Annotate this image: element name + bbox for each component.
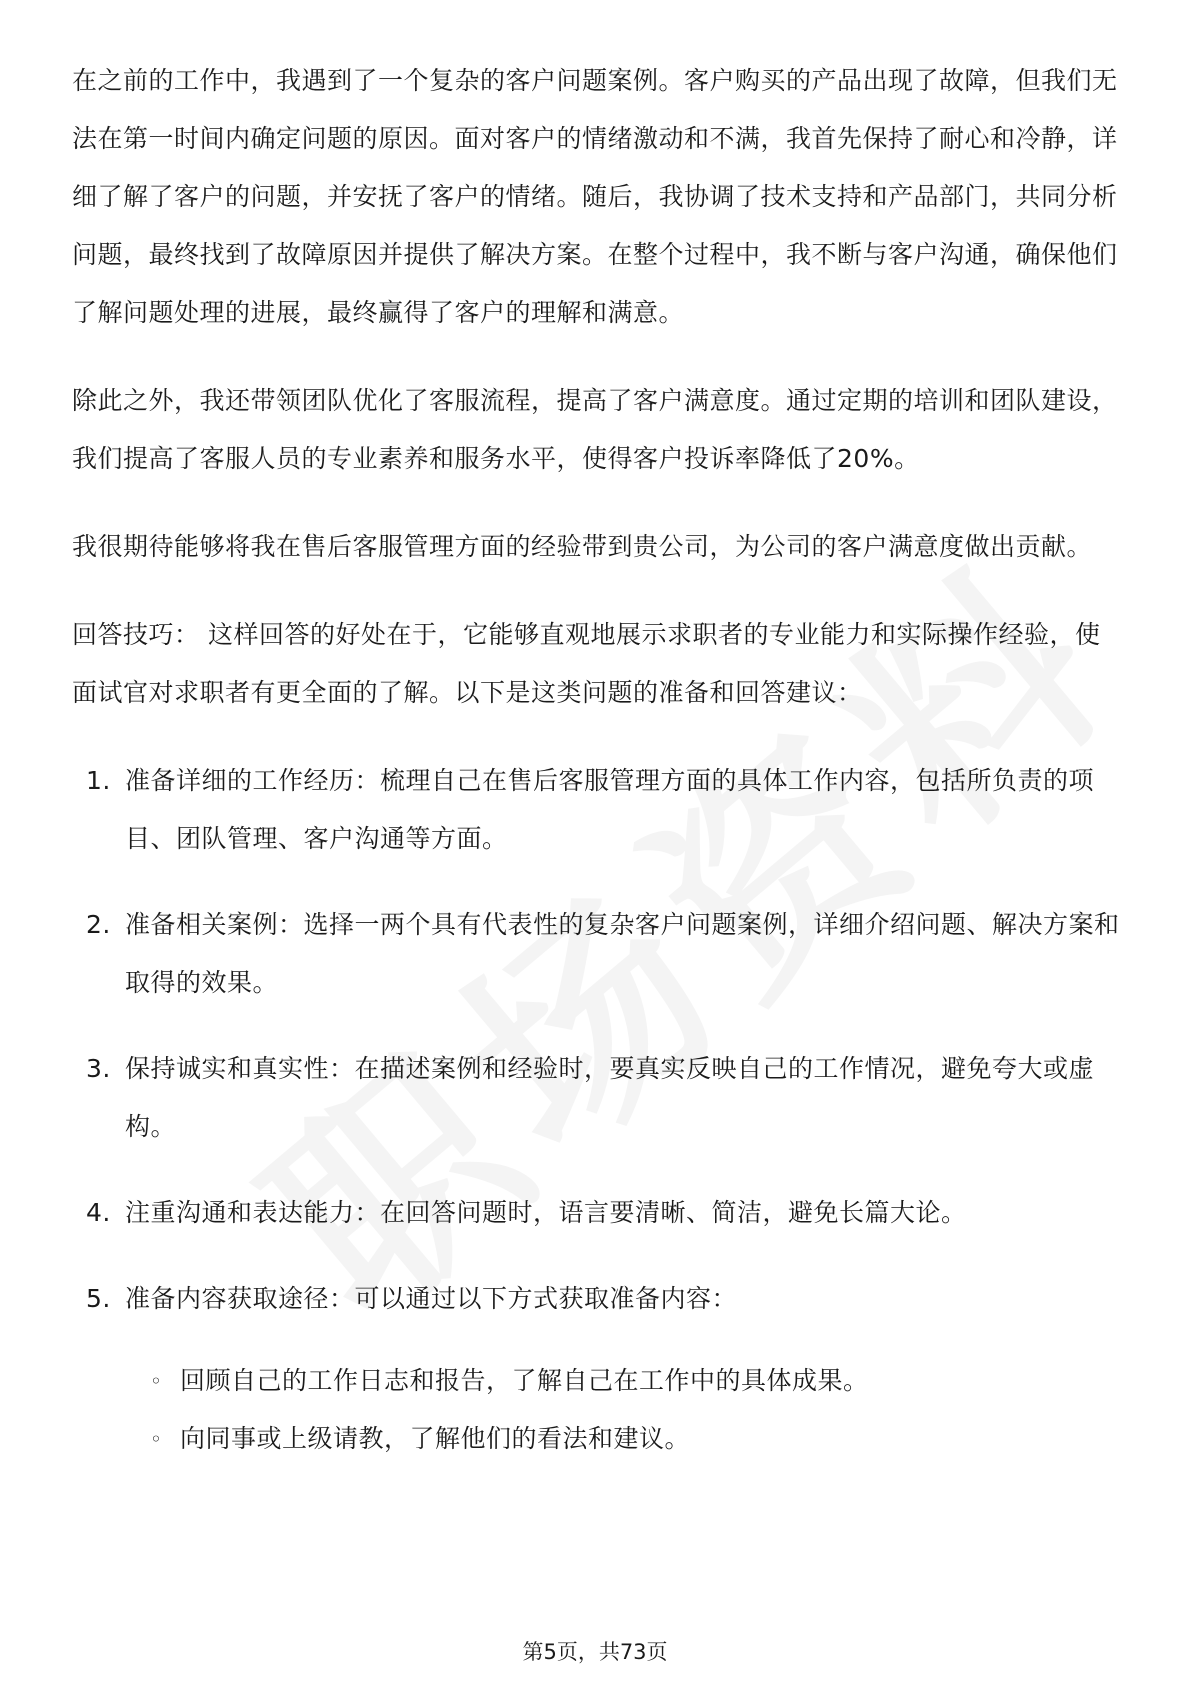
list-item [72,896,1122,1012]
list-item [72,1270,1122,1328]
list-item-text: 准备详细的工作经历：梳理自己在售后客服管理方面的具体工作内容，包括所负责的项目、团队管理、客户沟通等方面。 [125,766,1095,853]
list-number: 4. [86,1198,111,1227]
list-number: 5. [86,1284,111,1313]
sub-list-item-text: 回顾自己的工作日志和报告，了解自己在工作中的具体成果。 [180,1366,869,1395]
paragraph-expectation: 我很期待能够将我在售后客服管理方面的经验带到贵公司，为公司的客户满意度做出贡献。 [72,532,1093,561]
list-item-text: 注重沟通和表达能力：在回答问题时，语言要清晰、简洁，避免长篇大论。 [125,1198,967,1227]
paragraph-team-optimization: 除此之外，我还带领团队优化了客服流程，提高了客户满意度。通过定期的培训和团队建设，我们提高了客服人员的专业素养和服务水平，使得客户投诉率降低了20%。 [72,386,1118,473]
list-item-text: 保持诚实和真实性：在描述案例和经验时，要真实反映自己的工作情况，避免夸大或虚构。 [125,1054,1095,1141]
sub-list [72,1352,1122,1468]
list-number: 1. [86,766,111,795]
sub-list-item [72,1410,1122,1468]
list-number: 3. [86,1054,111,1083]
list-item [72,1040,1122,1156]
bullet-icon: ◦ [150,1369,163,1393]
list-item-text: 准备相关案例：选择一两个具有代表性的复杂客户问题案例，详细介绍问题、解决方案和取得的效果。 [125,910,1120,997]
page-number-footer: 第5页，共73页 [522,1640,668,1664]
bullet-icon: ◦ [150,1427,163,1451]
sub-list-item [72,1352,1122,1410]
paragraph-answer-tips: 回答技巧： 这样回答的好处在于，它能够直观地展示求职者的专业能力和实际操作经验，使面试官对求职者有更全面的了解。以下是这类问题的准备和回答建议： [72,620,1101,707]
list-item [72,752,1122,868]
list-item [72,1184,1122,1242]
list-item-text: 准备内容获取途径：可以通过以下方式获取准备内容： [125,1284,738,1313]
sub-list-item-text: 向同事或上级请教，了解他们的看法和建议。 [180,1424,691,1453]
paragraph-case-example: 在之前的工作中，我遇到了一个复杂的客户问题案例。客户购买的产品出现了故障，但我们无法在第一时间内确定问题的原因。面对客户的情绪激动和不满，我首先保持了耐心和冷静，详细了解了客户的问题，并安抚了客户的情绪。随后，我协调了技术支持和产品部门，共同分析问题，最终找到了故障原因并提供了解决方案。在整个过程中，我不断与客户沟通，确保他们了解问题处理的进展，最终赢得了客户的理解和满意。 [72,66,1118,327]
document-body [72,52,1122,1468]
tips-list [72,752,1122,1328]
list-number: 2. [86,910,111,939]
